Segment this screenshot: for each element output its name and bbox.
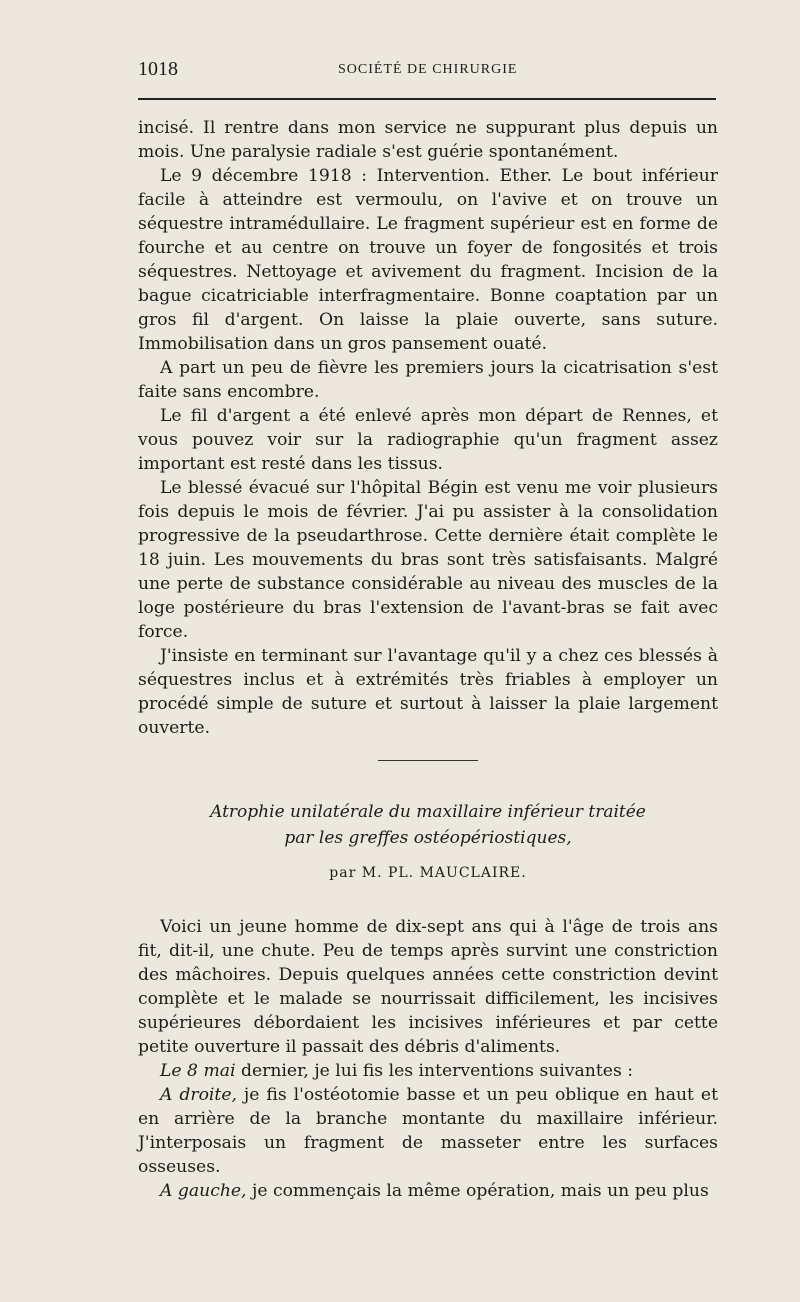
paragraph: Le 9 décembre 1918 : Intervention. Ether. Le bout inférieur facile à atteindre est vermoulu, on l'avive et on trouve un séquestre intramédullaire. Le fragment supérieur est en forme de fourche et au centre on trouve un foyer de fongosités et trois séquestres. Nettoyage et avivement du fragment. Incision de la bague cicatriciable interfragmentaire. Bonne coaptation par un gros fil d'argent. On laisse la plaie ouverte, sans suture. Immobilisation dans un gros pansement ouaté. (138, 166, 718, 354)
italic-lead: A droite, (160, 1085, 237, 1105)
italic-lead: A gauche, (160, 1181, 247, 1201)
paragraph: incisé. Il rentre dans mon service ne suppurant plus depuis un mois. Une paralysie radiale s'est guérie spontanément. (138, 118, 718, 162)
section-divider (378, 760, 478, 761)
paragraph-text: je commençais la même opération, mais un peu plus (246, 1181, 709, 1201)
page-body (138, 116, 718, 1203)
article-title-line: Atrophie unilatérale du maxillaire inférieur traitée (210, 802, 646, 822)
paragraph-text: dernier, je lui fis les interventions suivantes : (235, 1061, 634, 1081)
paragraph (138, 1179, 718, 1203)
article-byline: par M. PL. MAUCLAIRE. (329, 865, 527, 881)
paragraph: Le blessé évacué sur l'hôpital Bégin est venu me voir plusieurs fois depuis le mois de février. J'ai pu assister à la consolidation progressive de la pseudarthrose. Cette dernière était complète le 18 juin. Les mouvements du bras sont très satisfaisants. Malgré une perte de substance considérable au niveau des muscles de la loge postérieure du bras l'extension de l'avant-bras se fait avec force. (138, 478, 718, 642)
paragraph: A part un peu de fièvre les premiers jours la cicatrisation s'est faite sans encombre. (138, 358, 718, 402)
article-body (138, 915, 718, 1203)
paragraph: Voici un jeune homme de dix-sept ans qui à l'âge de trois ans fit, dit-il, une chute. Peu de temps après survint une constriction des mâchoires. Depuis quelques années cette constriction devint complète et le malade se nourrissait difficilement, les incisives supérieures débordaient les incisives inférieures et par cette petite ouverture il passait des débris d'aliments. (138, 917, 718, 1057)
paragraph-text: je fis l'ostéotomie basse et un peu oblique en haut et en arrière de la branche montante du maxillaire inférieur. J'interposais un fragment de masseter entre les surfaces osseuses. (138, 1085, 718, 1177)
paragraph: J'insiste en terminant sur l'avantage qu'il y a chez ces blessés à séquestres inclus et à extrémités très friables à employer un procédé simple de suture et surtout à laisser la plaie largement ouverte. (138, 646, 718, 738)
paragraph (138, 1059, 718, 1083)
header-rule (138, 98, 716, 100)
article-title (138, 799, 718, 851)
page-header (138, 58, 718, 88)
page-number: 1018 (138, 58, 178, 80)
running-head: SOCIÉTÉ DE CHIRURGIE (338, 62, 518, 77)
article-title-line: par les greffes ostéopériostiques, (284, 828, 572, 848)
italic-lead: Le 8 mai (160, 1061, 236, 1081)
paragraph: Le fil d'argent a été enlevé après mon départ de Rennes, et vous pouvez voir sur la radiographie qu'un fragment assez important est resté dans les tissus. (138, 406, 718, 474)
paragraph (138, 1083, 718, 1179)
